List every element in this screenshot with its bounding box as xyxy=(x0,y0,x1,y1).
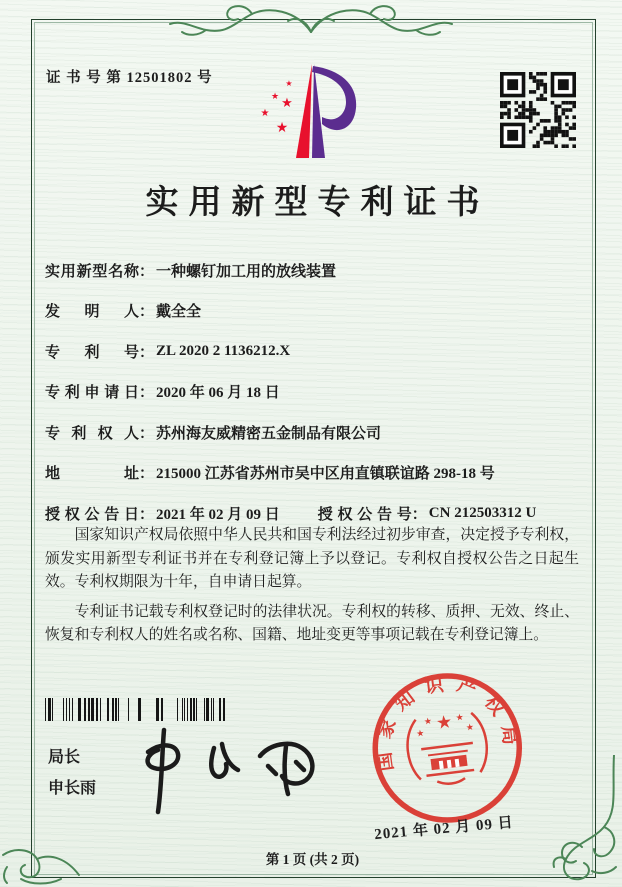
field-label: 发明人 xyxy=(45,304,139,321)
page-footer: 第 1 页 (共 2 页) xyxy=(265,852,360,867)
national-emblem-icon xyxy=(404,707,491,788)
legal-text xyxy=(45,524,579,654)
legal-paragraph: 国家知识产权局依照中华人民共和国专利法经过初步审查，决定授予专利权，颁发实用新型专利证书并在专利登记簿上予以登记。专利权自授权公告之日起生效。专利权期限为十年，自申请日起算。 xyxy=(45,527,579,590)
field-row-name: 实用新型名称 ： 一种螺钉加工用的放线装置 xyxy=(45,250,579,291)
svg-text:★: ★ xyxy=(285,79,293,88)
field-value: 2020 年 06 月 18 日 xyxy=(156,385,280,402)
svg-text:★: ★ xyxy=(415,727,425,739)
field-label: 专利权人 xyxy=(45,425,139,442)
field-value: 215000 江苏省苏州市吴中区甪直镇联谊路 298-18 号 xyxy=(156,466,495,483)
signatory-title: 局长 xyxy=(48,749,81,766)
field-row-patent-number: 专利号 ： ZL 2020 2 1136212.X xyxy=(45,342,291,361)
svg-text:★: ★ xyxy=(454,711,465,723)
field-row-patentee: 专利权人 ： 苏州海友威精密五金制品有限公司 xyxy=(45,412,579,453)
field-row-address: 地址 ： 215000 江苏省苏州市吴中区甪直镇联谊路 298-18 号 xyxy=(45,453,579,494)
signatory-name: 申长雨 xyxy=(48,780,97,797)
field-value: 戴全全 xyxy=(156,304,202,321)
field-label: 地址 xyxy=(45,466,139,483)
field-value: CN 212503312 U xyxy=(428,504,537,521)
field-row-filing-date: 专利申请日 ： 2020 年 06 月 18 日 xyxy=(45,372,579,413)
barcode xyxy=(45,698,228,721)
field-grant-number: 授权公告号 ： CN 212503312 U xyxy=(317,504,537,523)
svg-text:★: ★ xyxy=(275,121,289,136)
seal-date: 2021 年 02 月 09 日 xyxy=(373,814,515,844)
certificate-number: 证 书 号 第 12501802 号 xyxy=(46,70,213,86)
qr-code xyxy=(500,72,576,148)
field-value: ZL 2020 2 1136212.X xyxy=(156,342,291,359)
field-value: 苏州海友威精密五金制品有限公司 xyxy=(156,425,382,442)
svg-text:★: ★ xyxy=(260,108,270,119)
field-list xyxy=(45,250,579,534)
signatory-block xyxy=(48,742,96,804)
field-label: 专利申请日 xyxy=(45,385,139,402)
certificate-title: 实用新型专利证书 xyxy=(145,185,490,221)
top-flourish-ornament xyxy=(168,2,454,42)
field-label: 授权公告日 xyxy=(45,506,139,523)
field-value: 2021 年 02 月 09 日 xyxy=(156,506,280,523)
svg-text:★: ★ xyxy=(434,711,454,734)
legal-paragraph: 专利证书记载专利权登记时的法律状况。专利权的转移、质押、无效、终止、恢复和专利权人的姓名或名称、国籍、地址变更等事项记载在专利登记簿上。 xyxy=(45,603,579,643)
field-value: 一种螺钉加工用的放线装置 xyxy=(156,263,337,280)
svg-text:★: ★ xyxy=(281,95,293,110)
field-label: 专利号 xyxy=(45,344,139,361)
cnipa-logo-icon xyxy=(246,56,376,168)
svg-text:★: ★ xyxy=(465,721,475,733)
svg-text:★: ★ xyxy=(423,715,433,727)
svg-text:★: ★ xyxy=(270,91,280,101)
seal-text: 国家知识产权局 xyxy=(372,673,522,773)
field-label: 实用新型名称 xyxy=(45,263,139,280)
field-grant-date: 授权公告日 ： 2021 年 02 月 09 日 xyxy=(45,503,280,524)
field-label: 授权公告号 xyxy=(317,506,412,523)
commissioner-signature xyxy=(118,722,328,817)
field-row-inventor: 发明人 ： 戴全全 xyxy=(45,291,579,332)
